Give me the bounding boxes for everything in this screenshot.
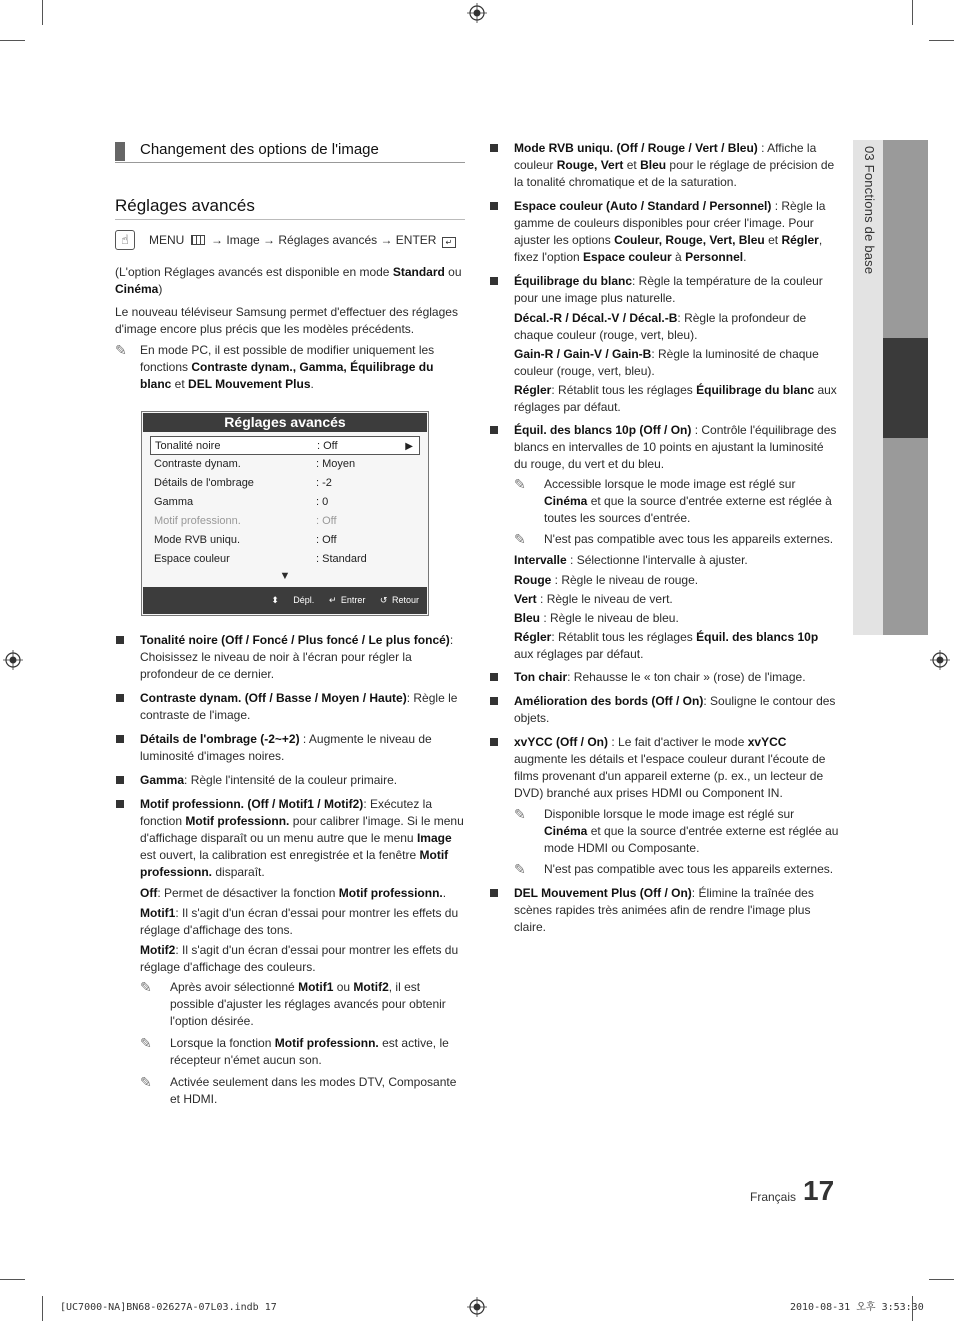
print-footer-right: 2010-08-31 오후 3:53:30 [790, 1302, 924, 1313]
sub-item-reset-10p: Régler: Rétablit tous les réglages Équil. des blancs 10p aux réglages par défaut. [514, 630, 819, 661]
crop-mark [912, 0, 913, 25]
menu-path [115, 230, 465, 252]
crop-mark [42, 1296, 43, 1321]
osd-title: Réglages avancés [143, 413, 427, 432]
note-pencil-icon: ✎ [140, 1035, 152, 1051]
bullet-expert-pattern: Motif professionn. (Off / Motif1 / Motif2): Exécutez la fonction Motif professionn. pour calibrer l'image. Si le menu d'affichage disparaît ou un menu autre que le menu Image est ouvert, la calibration est enregistrée et la fenêtre Motif professionn. disparaît. [115, 796, 465, 881]
menu-path-text: → Image → Réglages avancés → ENTER [211, 233, 437, 247]
crop-mark [42, 0, 43, 25]
bullet-xvycc: xvYCC (Off / On) : Le fait d'activer le mode xvYCC augmente les détails et l'espace couleur durant l'écoute de films provenant d'un appareil externe (p. ex., un lecteur de DVD) branché aux prises HDMI ou Component IN. [489, 734, 839, 802]
registration-mark-icon [467, 1297, 487, 1317]
move-icon: ⬍ [271, 595, 279, 605]
bullet-edge-enhancement: Amélioration des bords (Off / On): Souligne le contour des objets. [489, 693, 839, 727]
osd-row-gamma[interactable]: Gamma : 0 [154, 496, 329, 508]
osd-enter-label: Entrer [340, 595, 366, 605]
menu-path-prefix: MENU [149, 233, 185, 247]
osd-row-shadow-detail[interactable]: Détails de l'ombrage : -2 [154, 477, 332, 489]
note-compat: ✎ N'est pas compatible avec tous les appareils externes. [514, 531, 834, 547]
note-no-sound: ✎ Lorsque la fonction Motif professionn. est active, le récepteur n'émet aucun son. [140, 1035, 449, 1067]
note-pencil-icon: ✎ [514, 861, 526, 877]
bullet-white-balance: Équilibrage du blanc: Règle la température de la couleur pour une image plus naturelle. [489, 273, 839, 307]
crop-mark [0, 1279, 25, 1280]
menu-grid-icon [191, 235, 205, 245]
registration-mark-icon [467, 3, 487, 23]
sub-item-motif1: Motif1: Il s'agit d'un écran d'essai pour montrer les effets du réglage d'affichage des tons. [140, 906, 459, 937]
note-pencil-icon: ✎ [514, 531, 526, 547]
osd-row-rgb-only[interactable]: Mode RVB uniqu. : Off [154, 534, 337, 546]
sub-item-motif2: Motif2: Il s'agit d'un écran d'essai pour montrer les effets du réglage d'affichage des couleurs. [140, 943, 459, 974]
osd-row-dynamic-contrast[interactable]: Contraste dynam. : Moyen [154, 458, 356, 470]
bullet-gamma: Gamma: Règle l'intensité de la couleur primaire. [115, 772, 465, 789]
note-pencil-icon: ✎ [514, 476, 526, 492]
note-xvycc-compat: ✎ N'est pas compatible avec tous les appareils externes. [514, 861, 834, 877]
return-icon: ↺ [379, 595, 388, 605]
pc-mode-note: ✎ En mode PC, il est possible de modifier uniquement les fonctions Contraste dynam., Gamma, Équilibrage du blanc et DEL Mouvement Plus. [115, 342, 435, 391]
osd-footer [143, 587, 427, 614]
crop-mark [929, 1279, 954, 1280]
enter-icon: ↵ [442, 237, 456, 248]
note-xvycc-cinema: ✎ Disponible lorsque le mode image est réglé sur Cinéma et que la source d'entrée externe est réglée au mode HDMI ou Composante. [514, 806, 839, 855]
page-language: Français [750, 1190, 797, 1204]
note-pencil-icon: ✎ [140, 1074, 152, 1090]
print-footer-left: [UC7000-NA]BN68-02627A-07L03.indb 17 [60, 1302, 277, 1313]
bullet-rgb-only: Mode RVB uniqu. (Off / Rouge / Vert / Bleu) : Affiche la couleur Rouge, Vert et Bleu pour le réglage de précision de la tonalité chromatique et de la saturation. [489, 140, 839, 191]
registration-mark-icon [3, 650, 23, 670]
registration-mark-icon [930, 650, 950, 670]
note-pencil-icon: ✎ [514, 806, 526, 822]
osd-menu [141, 411, 429, 616]
sub-item-reset-wb: Régler: Rétablit tous les réglages Équilibrage du blanc aux réglages par défaut. [514, 383, 837, 414]
note-cinema-mode: ✎ Accessible lorsque le mode image est réglé sur Cinéma et que la source d'entrée externe est réglée à toutes les sources d'entrée. [514, 476, 832, 525]
osd-row-black-tone[interactable]: Tonalité noire : Off ▶ [150, 436, 420, 455]
sub-item-interval: Intervalle : Sélectionne l'intervalle à ajuster. [514, 553, 748, 567]
chapter-tab-block [883, 140, 928, 338]
note-modes-only: ✎ Activée seulement dans les modes DTV, Composante et HDMI. [140, 1074, 457, 1106]
arrow-down-icon[interactable]: ▼ [279, 570, 291, 582]
arrow-right-icon: ▶ [405, 441, 413, 452]
bullet-shadow-detail: Détails de l'ombrage (-2~+2) : Augmente le niveau de luminosité d'images noires. [115, 731, 465, 765]
bullet-10p-white-balance: Équil. des blancs 10p (Off / On) : Contrôle l'équilibrage des blancs en intervalles de 10 points en ajustant la luminosité du rouge, du vert et du bleu. [489, 422, 839, 473]
right-column [489, 140, 839, 936]
sub-item-blue: Bleu : Règle le niveau de bleu. [514, 611, 679, 625]
chapter-tab-label: 03 Fonctions de base [862, 146, 877, 275]
description-text: Le nouveau téléviseur Samsung permet d'effectuer des réglages d'image encore plus précis que les modèles précédents. [115, 305, 458, 336]
sub-title: Réglages avancés [115, 195, 465, 220]
hand-remote-icon: ☝ [115, 230, 135, 250]
sub-item-gain: Gain-R / Gain-V / Gain-B: Règle la luminosité de chaque couleur (rouge, vert, bleu). [514, 347, 819, 378]
note-motif-select: ✎ Après avoir sélectionné Motif1 ou Motif2, il est possible d'ajuster les réglages avancés pour obtenir l'option désirée. [140, 979, 446, 1028]
availability-text: (L'option Réglages avancés est disponible en mode Standard ou Cinéma) [115, 265, 462, 296]
bullet-color-space: Espace couleur (Auto / Standard / Personnel) : Règle la gamme de couleurs disponibles pour créer l'image. Pour ajuster les options Couleur, Rouge, Vert, Bleu et Régler, fixez l'option Espace couleur à Personnel. [489, 198, 839, 266]
sub-item-offset: Décal.-R / Décal.-V / Décal.-B: Règle la profondeur de chaque couleur (rouge, vert, bleu). [514, 311, 807, 342]
osd-return-label: Retour [391, 595, 419, 605]
bullet-led-motion-plus: DEL Mouvement Plus (Off / On): Élimine la traînée des scènes rapides très animées afin de rendre l'image plus claire. [489, 885, 839, 936]
sub-item-green: Vert : Règle le niveau de vert. [514, 592, 673, 606]
osd-row-expert-pattern: Motif professionn. : Off [154, 515, 337, 527]
crop-mark [929, 40, 954, 41]
section-header: Changement des options de l'image [115, 140, 465, 163]
sub-item-off: Off: Permet de désactiver la fonction Motif professionn.. [140, 886, 447, 900]
left-column [115, 140, 465, 1108]
chapter-tab-active-block [883, 338, 928, 438]
chapter-tab-block [883, 438, 928, 635]
crop-mark [0, 40, 25, 41]
osd-move-label: Dépl. [293, 595, 315, 605]
sub-item-red: Rouge : Règle le niveau de rouge. [514, 573, 699, 587]
enter-icon: ↵ [328, 595, 337, 605]
bullet-black-tone: Tonalité noire (Off / Foncé / Plus foncé / Le plus foncé): Choisissez le niveau de noir à l'écran pour régler la profondeur de ce dernier. [115, 632, 465, 683]
note-pencil-icon: ✎ [115, 342, 127, 358]
bullet-flesh-tone: Ton chair: Rehausse le « ton chair » (rose) de l'image. [489, 669, 839, 686]
page-number: 17 [803, 1175, 835, 1206]
note-pencil-icon: ✎ [140, 979, 152, 995]
bullet-dynamic-contrast: Contraste dynam. (Off / Basse / Moyen / Haute): Règle le contraste de l'image. [115, 690, 465, 724]
osd-row-color-space[interactable]: Espace couleur : Standard [154, 553, 367, 565]
